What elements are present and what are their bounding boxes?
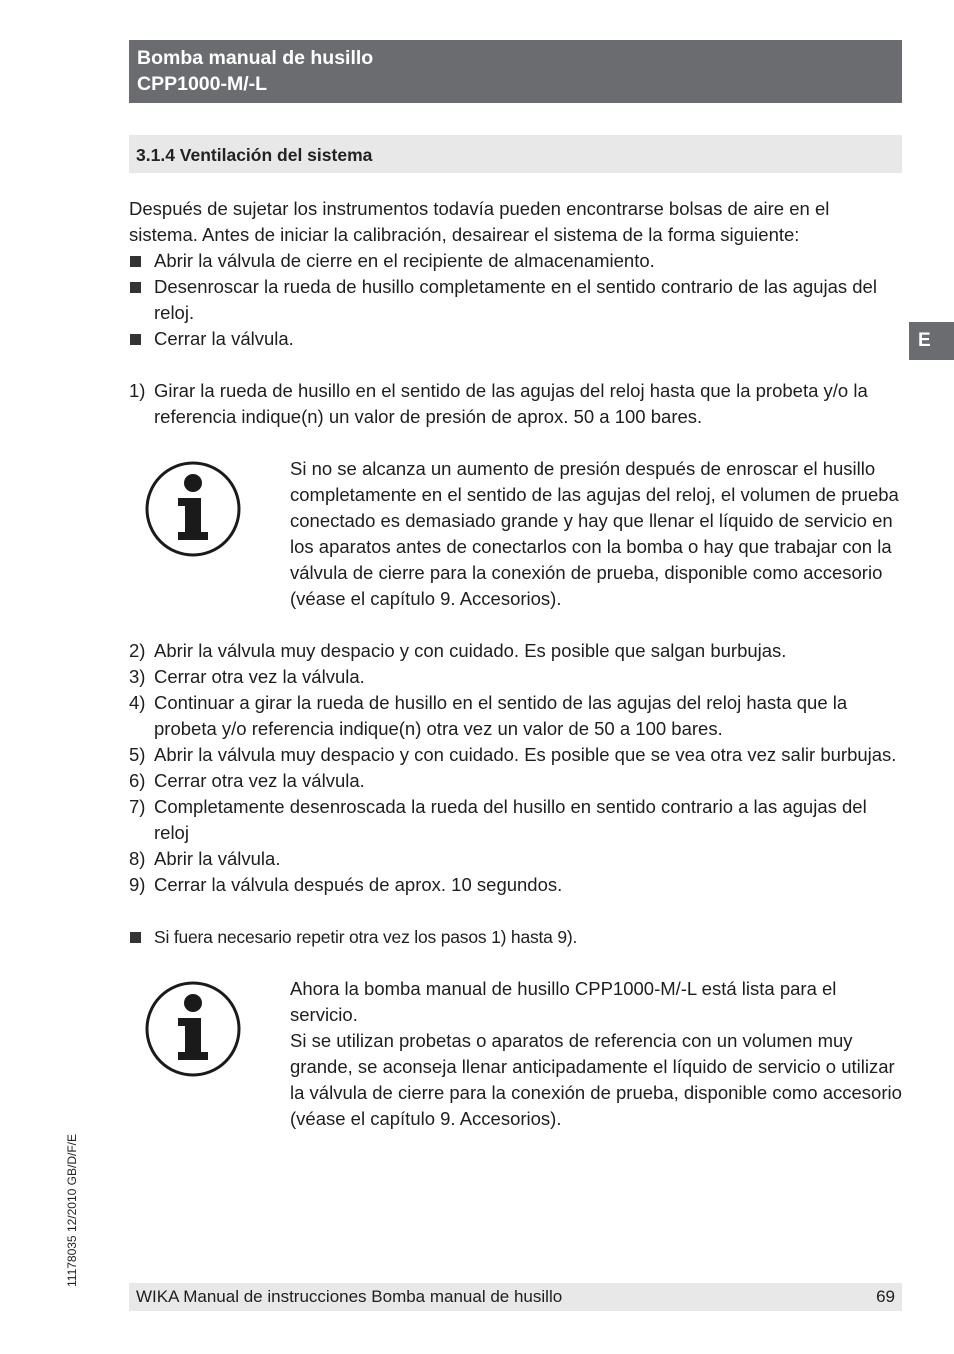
info-icon bbox=[144, 980, 242, 1078]
list-item: 9) Cerrar la válvula después de aprox. 10 segundos. bbox=[129, 874, 563, 895]
square-bullet-icon bbox=[130, 256, 141, 267]
list-item: 1) Girar la rueda de husillo en el sentido de las agujas del reloj hasta que la probeta y/o la referencia indique(n) un valor de presión de aprox. 50 a 100 bares. bbox=[129, 380, 868, 427]
list-item: Si fuera necesario repetir otra vez los pasos 1) hasta 9). bbox=[129, 924, 902, 950]
document-code: 11178035 12/2010 GB/D/F/E bbox=[65, 1134, 79, 1287]
list-item: 8) Abrir la válvula. bbox=[129, 848, 281, 869]
list-item: 5) Abrir la válvula muy despacio y con cuidado. Es posible que se vea otra vez salir burbujas. bbox=[129, 744, 897, 765]
square-bullet-icon bbox=[130, 334, 141, 345]
list-item: Abrir la válvula de cierre en el recipiente de almacenamiento. bbox=[129, 248, 902, 274]
list-item: 4) Continuar a girar la rueda de husillo en el sentido de las agujas del reloj hasta que la probeta y/o referencia indique(n) otra vez un valor de 50 a 100 bares. bbox=[129, 692, 848, 739]
info-note-2-line1: Ahora la bomba manual de husillo CPP1000-M/-L está lista para el servicio. bbox=[290, 978, 837, 1025]
repeat-bullet bbox=[129, 924, 902, 950]
main-content bbox=[129, 196, 902, 1132]
steps-list-a bbox=[129, 378, 902, 430]
steps-list-b bbox=[129, 638, 902, 898]
list-item: Desenroscar la rueda de husillo completamente en el sentido contrario de las agujas del reloj. bbox=[129, 274, 902, 326]
header-title-line2: CPP1000-M/-L bbox=[137, 73, 268, 95]
info-note-2 bbox=[129, 976, 902, 1132]
info-icon bbox=[144, 460, 242, 558]
list-item: Cerrar la válvula. bbox=[129, 326, 902, 352]
info-note-1-text: Si no se alcanza un aumento de presión después de enroscar el husillo completamente en el sentido de las agujas del reloj, el volumen de prueba conectado es demasiado grande y hay que llenar el líquido de servicio en los aparatos antes de conectarlos con la bomba o hay que trabajar con la válvula de cierre para la conexión de prueba, disponible como accesorio (véase el capítulo 9. Accesorios). bbox=[290, 458, 899, 609]
header-bar bbox=[129, 40, 902, 103]
language-tab: E bbox=[909, 322, 954, 360]
footer-text: WIKA Manual de instrucciones Bomba manual de husillo bbox=[136, 1287, 563, 1306]
square-bullet-icon bbox=[130, 282, 141, 293]
info-note-2-text bbox=[290, 976, 902, 1132]
list-item: 3) Cerrar otra vez la válvula. bbox=[129, 666, 365, 687]
intro-paragraph: Después de sujetar los instrumentos todavía pueden encontrarse bolsas de aire en el sistema. Antes de iniciar la calibración, desairear el sistema de la forma siguiente: bbox=[129, 198, 830, 245]
footer-bar bbox=[129, 1283, 902, 1311]
info-note-1 bbox=[129, 456, 902, 612]
header-title-line1: Bomba manual de husillo bbox=[137, 47, 374, 69]
info-note-2-line2: Si se utilizan probetas o aparatos de referencia con un volumen muy grande, se aconseja llenar anticipadamente el líquido de servicio o utilizar la válvula de cierre para la conexión de prueba, disponible como accesorio (véase el capítulo 9. Accesorios). bbox=[290, 1030, 902, 1129]
square-bullet-icon bbox=[130, 932, 141, 943]
preparation-bullets bbox=[129, 248, 902, 352]
page-number: 69 bbox=[876, 1287, 895, 1306]
list-item: 7) Completamente desenroscada la rueda del husillo en sentido contrario a las agujas del reloj bbox=[129, 796, 867, 843]
section-title: 3.1.4 Ventilación del sistema bbox=[129, 135, 902, 173]
list-item: 6) Cerrar otra vez la válvula. bbox=[129, 770, 365, 791]
list-item: 2) Abrir la válvula muy despacio y con cuidado. Es posible que salgan burbujas. bbox=[129, 640, 787, 661]
